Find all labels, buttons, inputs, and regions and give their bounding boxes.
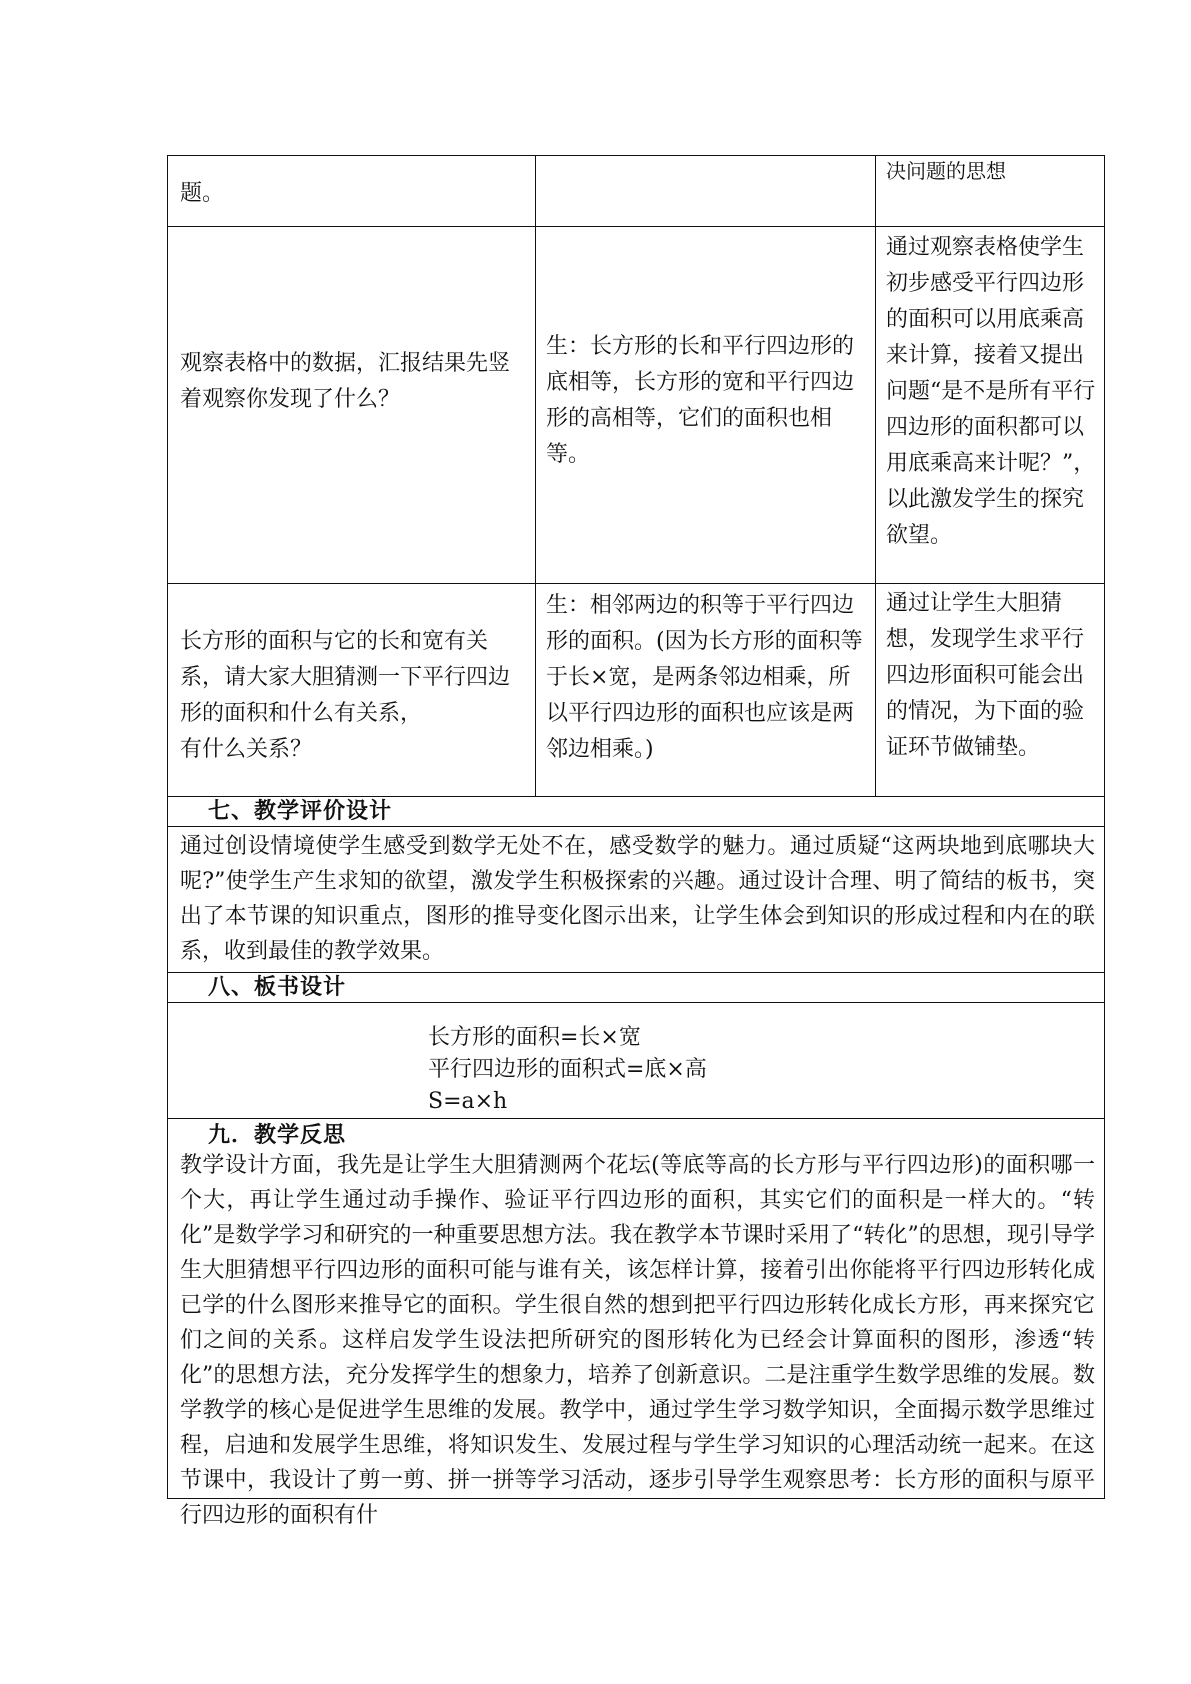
- intent-text: 通过让学生大胆猜想，发现学生求平行四边形面积可能会出的情况，为下面的验证环节做铺垫。: [886, 591, 1085, 760]
- student-cell: [546, 588, 868, 768]
- activity-cell: [180, 624, 525, 768]
- activity-text: 题。: [180, 181, 225, 206]
- board-line: S=a×h: [428, 1089, 508, 1114]
- student-text: 生：相邻两边的积等于平行四边形的面积。(因为长方形的面积等于长×宽，是两条邻边相乘，所以平行四边形的面积也应该是两邻边相乘。): [546, 593, 863, 762]
- board-line: 平行四边形的面积式=底×高: [428, 1057, 707, 1082]
- activity-line: 长方形的面积与它的长和宽有关系，请大家大胆猜测一下平行四边形的面积和什么有关系，: [180, 629, 511, 726]
- activity-line: 有什么关系？: [180, 737, 313, 762]
- board-design: [428, 1022, 707, 1118]
- activity-text: 观察表格中的数据，汇报结果先竖着观察你发现了什么？: [180, 351, 511, 412]
- row-divider: [168, 1118, 1104, 1119]
- intent-text: 决问题的思想: [886, 159, 1006, 183]
- lesson-plan-table: [167, 155, 1105, 1528]
- reflection-paragraph: 教学设计方面，我先是让学生大胆猜测两个花坛(等底等高的长方形与平行四边形)的面积哪一个大，再让学生通过动手操作、验证平行四边形的面积，其实它们的面积是一样大的。“转化”是数学学习和研究的一种重要思想方法。我在教学本节课时采用了“转化”的思想，现引导学生大胆猜想平行四边形的面积可能与谁有关，该怎样计算，接着引出你能将平行四边形转化成已学的什么图形来推导它的面积。学生很自然的想到把平行四边形转化成长方形，再来探究它们之间的关系。这样启发学生设法把所研究的图形转化为已经会计算面积的图形，渗透“转化”的思想方法，充分发挥学生的想象力，培养了创新意识。二是注重学生数学思维的发展。数学教学的核心是促进学生思维的发展。教学中，通过学生学习数学知识，全面揭示数学思维过程，启迪和发展学生思维，将知识发生、发展过程与学生学习知识的心理活动统一起来。在这节课中，我设计了剪一剪、拼一拼等学习活动，逐步引导学生观察思考：长方形的面积与原平行四边形的面积有什: [180, 1153, 1095, 1528]
- intent-text: 通过观察表格使学生初步感受平行四边形的面积可以用底乘高来计算，接着又提出问题“是不是所有平行四边形的面积都可以用底乘高来计呢？”，以此激发学生的探究欲望。: [886, 235, 1096, 548]
- column-divider: [875, 156, 876, 796]
- board-line: 长方形的面积=长×宽: [428, 1025, 641, 1050]
- intent-cell: [886, 230, 1096, 554]
- column-divider: [535, 156, 536, 796]
- section-heading: 九．教学反思: [208, 1122, 347, 1148]
- row-divider: [168, 1002, 1104, 1003]
- section-heading: 八、板书设计: [208, 974, 347, 1000]
- row-divider: [168, 826, 1104, 827]
- row-divider: [168, 583, 1104, 584]
- evaluation-paragraph: 通过创设情境使学生感受到数学无处不在，感受数学的魅力。通过质疑“这两块地到底哪块大呢?”使学生产生求知的欲望，激发学生积极探索的兴趣。通过设计合理、明了简结的板书，突出了本节课的知识重点，图形的推导变化图示出来，让学生体会到知识的形成过程和内在的联系，收到最佳的教学效果。: [180, 834, 1095, 964]
- student-text: 生：长方形的长和平行四边形的底相等，长方形的宽和平行四边形的高相等，它们的面积也相等。: [546, 334, 855, 467]
- student-cell: [546, 329, 868, 473]
- row-divider: [168, 226, 1104, 227]
- activity-cell: [180, 176, 525, 212]
- activity-cell: [180, 346, 525, 418]
- section-heading: 七、教学评价设计: [208, 798, 393, 824]
- intent-cell: [886, 156, 1096, 186]
- intent-cell: [886, 586, 1096, 766]
